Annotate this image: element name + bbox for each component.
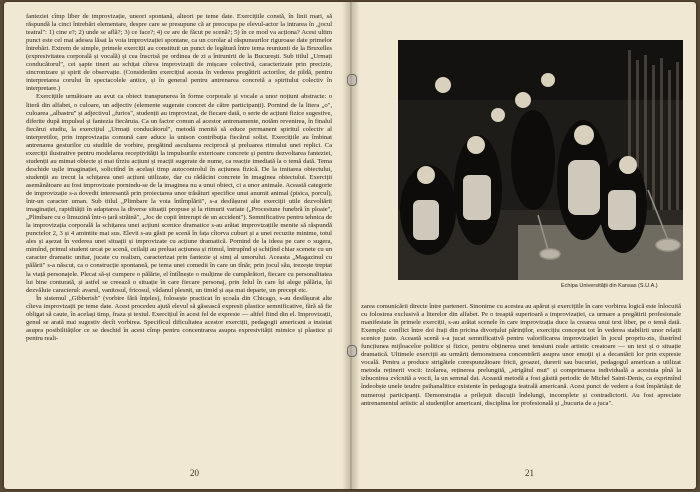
- left-paragraph-1: fanteziei cîmp liber de improvizație, uneori spontană, alteori pe teme date. Exercițiile constă, în linii mari, să răspundă la cinci întrebări elementare, despre care se presupune că ar preocupa pe elevul-actor la intrarea în „jocul teatral": 1) cine e?; 2) unde se află?; 3) ce face?; 4) ce are de făcut pe scenă?; 5) în ce mod va acționa? Acest ultim punct este cel mai adesea lăsat la voia improvizației spontane, ca un corolar al răspunsurilor riguroase date primelor întrebări. Extrem de simple, primele exerciții au constituit un punct de legătură între tema reuniunii de la Bruxelles (expresivitatea corporală și vocală) și cea înscrisă pe ordinea de zi a întrunirii de la București. Sub titlul „Urmați conducătorul", cei șapte tineri au schițat cîteva improvizații de mișcare colectivă, caracterizate prin precizie, sincronizare și spirit de observație. (Considerăm exercițiul acesta în vederea pregătirii actorilor, de pildă, pentru interpretarea corului în spectacolele antice, și în general pentru antrenarea concretă a spiritului colectiv în interpretare.): [26, 13, 332, 93]
- left-page-number: 20: [190, 468, 199, 478]
- group-photo: [398, 40, 683, 280]
- left-paragraph-3: În sistemul „Gibberish" (vorbire fără înțeles), folosește practicat în școala din Chicago, s-au desfășurat alte cîteva improvizații pe teme date. Acest procedeu ajută elevul să găsească expresii plastice semnificative, fără să fie obligat să caute, în același timp, fraza și textul. Exercițiul în acest fel de expresie — altfel fiind din el. Improvizații, genul se arată mai sugestiv decît vorbirea. Specificul dificultatea acestor exerciții, pedagogii americani a insistat asupra posibilităților ce se deschid în acest cîmp pentru concentrarea asupra expresivității mimice și plastice și pentru reali-: [26, 294, 332, 342]
- right-paragraph-1: zarea comunicării directe între parteneri. Sinonime cu acestea au apărut și exercițiile în care vorbirea logică este înlocuită cu folosirea exclusivă a literelor din alfabet. Pe o treaptă superioară a improvizației, ca urmare a pregătirii profesionale manifestate în primele exerciții, s-au arătat scenele în care improvizația duce la crearea unui text liber, pe o temă dată. Exemplu: conflict între doi frați din pricina divorțului părinților, exercițiu conceput tot în vederea stabilirii unor relații scenice juste. Această scenă s-a jucat semnificativă pentru valorificarea improvizației în jocul propriu-zis, ilustrînd funcțiunea mijloacelor politice și fizice, pentru obținerea unei tensiuni reale artistic creatoare — un text și o situație dramatică. Ultimele exerciții au urmărit demonstrarea concentrării asupra unor emoții și a decantării lor prin expresie vocală. Pentru a produce strigătele corespunzătoare fricii, groazei, durerii sau bucuriei, pedagogul american a utilizat metoda reținerii vocii: izolarea, reținerea prelungită, „strigătul mut" și comprimarea individuală a acestuia pînă la izbucnirea zvîcnită a vocii, la un semnal dat. Această metodă a fost găsită periodic de Michel Saint-Denis, ca exprimînd îndeobște unele teudre psihanalitice existente în pedagogia teatrală americană. Acest punct de vedere a fost împărtășit de numeroși participanți. Demonstrația a prilejuit discuții îndelungi, incomplete și contradictorii. Au fost apreciate antrenamentul artistic al studenților americani, disciplina lor profesională și „bucuria de a juca".: [361, 303, 681, 407]
- photo-caption: Echipa Universității din Kansas (S.U.A.): [561, 283, 658, 289]
- left-page-text: [26, 13, 332, 459]
- left-page: [4, 2, 351, 489]
- photo-illustration: [398, 40, 683, 280]
- staple-top: [347, 74, 357, 86]
- right-page-number: 21: [525, 468, 534, 478]
- right-page: [351, 2, 696, 489]
- book-spread: [4, 2, 696, 489]
- left-paragraph-2: Exercițiile următoare au avut ca obiect transpunerea în forme corporale și vocale a unor noțiuni abstracte: o literă din alfabet, o culoare, un adjectiv (elemente sugerate concret de către participanți). Pornind de la litera „o", culoarea „albastru" și adjectivul „furios", studenții au improvizat, de fiecare dată, o serie de acțiuni fizice sugestive, diferite după impulsul și fantezia fiecăruia. Ca un factor comun al acestor antrenamente, notăm revenirea, în finalul fiecărui studiu, la exercițiul „Urmați conducătorul", metodă menită să educe permanent spiritul colectiv al interpretilor, prin improvizația comună care aduce la unison contribuția fiecărui solist. Exercițiile au îmbinat antrenarea gesturilor cu studiile de vorbire, pregătind ascultarea reciprocă și preluarea ritmului unei replici. Ca exerciții ilustrative pentru modelarea receptivității la impulsurile exterioare concrete și pentru dezvoltarea fanteziei, studenții au mimat obiecte și mai tîrziu acțiuni și reacții sugerate de nume, ca reacție imediată la o temă dată. Tema deschide ușile imaginației, solicitînd în același timp autocontrolul în acțiunea fizică. De la imitarea obiectului, studenții au trecut la schițarea unei acțiuni utilizate, dar cu rădăcini concrete în imaginea obiectului. Exerciții asemănătoare au fost improvizate pornindu-se de la imaginea nu a unui obiect, ci a unor animale. Această categorie de improvizație s-a dovedit interesantă prin proiectarea unor trăsături specifice unui anumit animal (pisica, porcul), într-un caracter uman. Sub titlul „Plimbare la voia întîmplării", s-a desfășurat alte exerciții utile dezvoltării imaginației, rapidității în adaptarea la diverse situații propuse și la ritmurii variate („Procesiune funebră în ploaie", „Plimbare cu o limuzină într-o țară străină", „Joc de copii întrerupt de un accident"). Semnificative pentru tehnica de la improvizația corporală la schițarea unei acțiuni scenice dramatice s-au arătat improvizațiile menite să răspundă punctelor 2, 3 și 4 amintite mai sus. Elevii s-au găsit pe scenă în fața cîtorva cuburi și a unei recuzite minime, totul ales și așezat în vederea unei situații și improvizate cu acțiune dramatică. Pornind de la ideea pe care o sugera, mimînd, primul student urcat pe scenă, ceilalți au preluat acțiunea și ritmul, întrupînd și schițînd chiar scenete cu un caracter dramatic unitar, jucate cu realism, caracterizat prin fantezie și simț al umorului. Aceasta „Magazinul cu pălării" s-a născut, ca o construcție spontaneă, pe tema unei comedii în care un tînăr, prin jocul său, trezește treptat la viață personajele. Plecat să-și cumpere o pălărie, el întîlnește o mulțime de cumpărători, fiecare cu personalitatea lui bine conturată, și astfel se creează o situație în care fiecare personaj, prin felul în care își alege pălăria, își dezvăluie caracterul: avarul, vanitosul, fricosul, vădanul plesnit, un timid și așa mai departe, un precept etc.: [26, 93, 332, 294]
- right-page-text: [361, 303, 681, 457]
- staple-bottom: [347, 345, 357, 357]
